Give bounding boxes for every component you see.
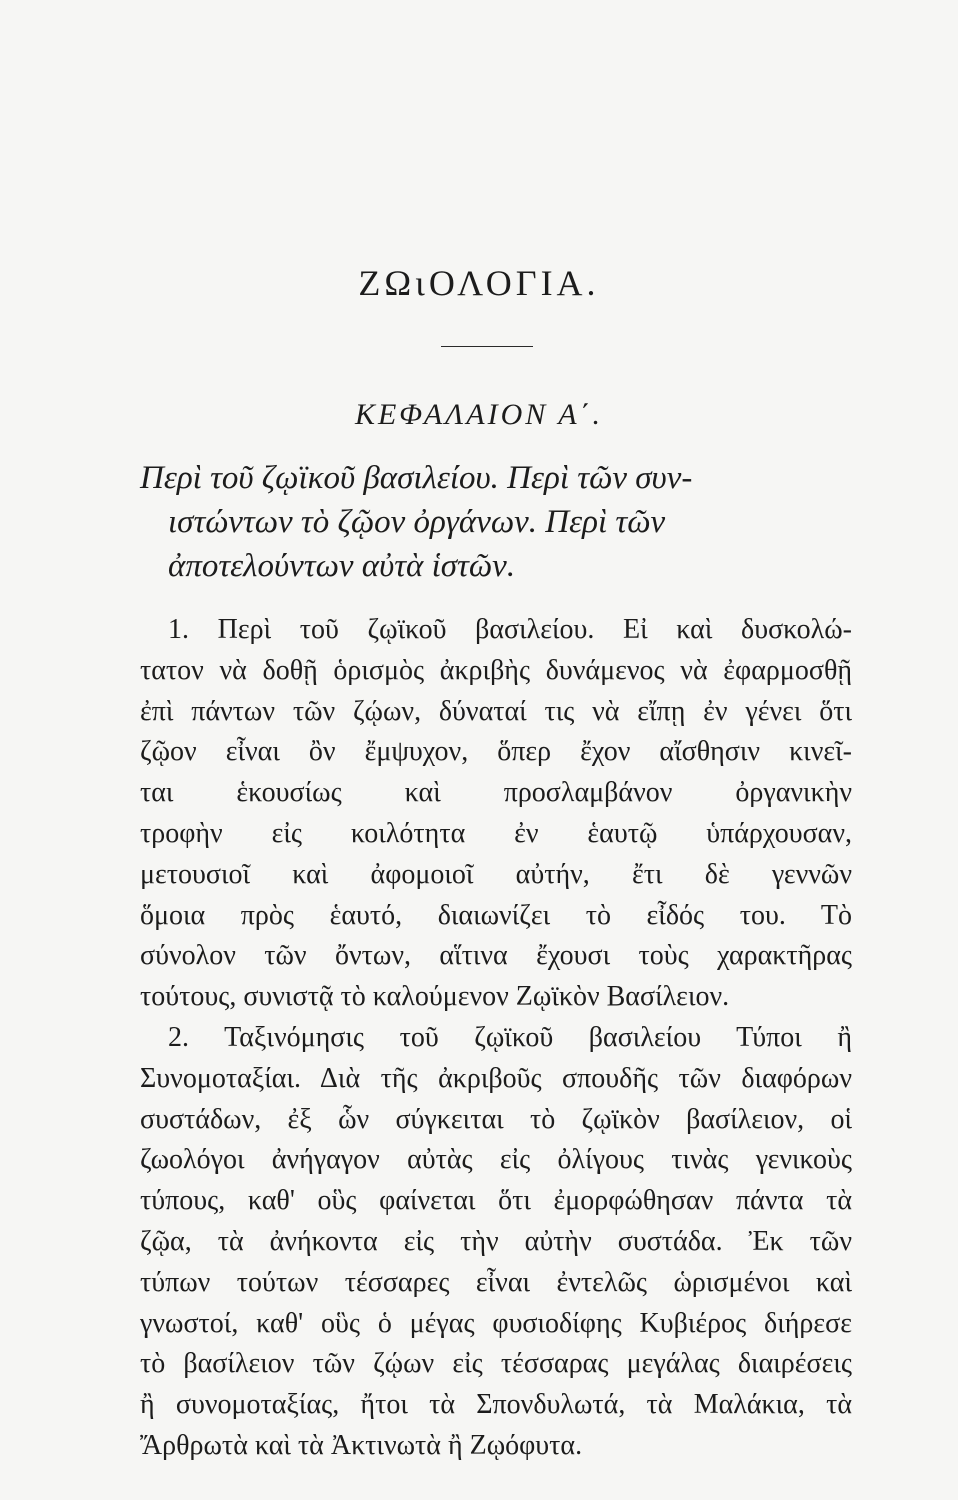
body-text bbox=[140, 610, 852, 1467]
text-line: 1. Περὶ τοῦ ζῳϊκοῦ βασιλείου. Εἰ καὶ δυσκολώ- bbox=[168, 614, 852, 645]
text-line: ἢ συνομοταξίας, ἤτοι τὰ Σπονδυλωτά, τὰ Μαλάκια, τὰ bbox=[140, 1389, 852, 1421]
summary-line: ιστώντων τὸ ζῷον ὀργάνων. Περὶ τῶν bbox=[168, 504, 666, 540]
text-line: ὅμοια πρὸς ἑαυτό, διαιωνίζει τὸ εἶδός του. Τὸ bbox=[140, 899, 852, 931]
text-line: ζῷον εἶναι ὂν ἔμψυχον, ὅπερ ἔχον αἴσθησιν κινεῖ- bbox=[140, 736, 852, 768]
text-line: Ἄρθρωτὰ καὶ τὰ Ἀκτινωτὰ ἢ Ζῳόφυτα. bbox=[140, 1429, 583, 1461]
text-line: ζωολόγοι ἀνήγαγον αὐτὰς εἰς ὀλίγους τινὰς γενικοὺς bbox=[140, 1144, 852, 1176]
text-line: τούτους, συνιστᾷ τὸ καλούμενον Ζῳϊκὸν Βασίλειον. bbox=[140, 981, 730, 1013]
text-line: συστάδων, ἐξ ὧν σύγκειται τὸ ζῳϊκὸν βασίλειον, οἱ bbox=[140, 1103, 852, 1135]
title-divider bbox=[441, 346, 533, 347]
text-line: γνωστοί, καθ' οὓς ὁ μέγας φυσιοδίφης Κυβιέρος διήρεσε bbox=[140, 1307, 852, 1339]
summary-line: Περὶ τοῦ ζῳϊκοῦ βασιλείου. Περὶ τῶν συν- bbox=[140, 460, 693, 496]
summary-line: ἀποτελούντων αὐτὰ ἱστῶν. bbox=[168, 548, 516, 584]
text-line: τατον νὰ δοθῇ ὁρισμὸς ἀκριβὴς δυνάμενος νὰ ἐφαρμοσθῇ bbox=[140, 654, 852, 686]
text-line: 2. Ταξινόμησις τοῦ ζῳϊκοῦ βασιλείου Τύποι ἢ bbox=[168, 1021, 852, 1053]
text-line: ἐπὶ πάντων τῶν ζῴων, δύναταί τις νὰ εἴπῃ ἐν γένει ὅτι bbox=[140, 695, 852, 727]
text-line: τροφὴν εἰς κοιλότητα ἐν ἑαυτῷ ὑπάρχουσαν, bbox=[140, 817, 852, 849]
chapter-heading: ΚΕΦΑΛΑΙΟΝ Α΄. bbox=[354, 398, 604, 431]
text-line: σύνολον τῶν ὄντων, αἵτινα ἔχουσι τοὺς χαρακτῆρας bbox=[140, 940, 852, 972]
text-line: τύπους, καθ' οὓς φαίνεται ὅτι ἐμορφώθησαν πάντα τὰ bbox=[140, 1185, 852, 1217]
text-line: τύπων τούτων τέσσαρες εἶναι ἐντελῶς ὡρισμένοι καὶ bbox=[140, 1266, 852, 1298]
text-line: μετουσιοῖ καὶ ἀφομοιοῖ αὐτήν, ἔτι δὲ γεννῶν bbox=[140, 858, 852, 890]
chapter-summary bbox=[140, 456, 852, 588]
text-line: τὸ βασίλειον τῶν ζῴων εἰς τέσσαρας μεγάλας διαιρέσεις bbox=[140, 1348, 852, 1380]
text-line: Συνομοταξίαι. Διὰ τῆς ἀκριβοῦς σπουδῆς τῶν διαφόρων bbox=[140, 1062, 852, 1094]
text-line: ζῷα, τὰ ἀνήκοντα εἰς τὴν αὐτὴν συστάδα. Ἐκ τῶν bbox=[140, 1225, 852, 1257]
running-title: ΖΩιΟΛΟΓΙΑ. bbox=[358, 263, 600, 303]
text-line: ται ἑκουσίως καὶ προσλαμβάνον ὀργανικὴν bbox=[140, 777, 852, 809]
section-2-paragraph bbox=[140, 1018, 852, 1467]
section-1-paragraph bbox=[140, 610, 852, 1018]
